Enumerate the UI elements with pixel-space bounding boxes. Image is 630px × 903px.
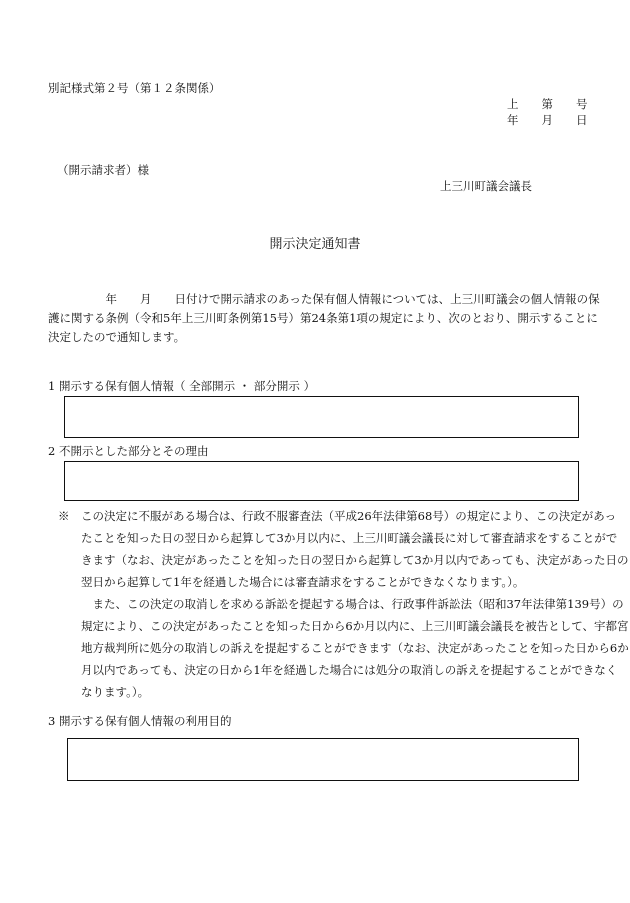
section-3-box[interactable]	[67, 738, 579, 781]
section-1-box[interactable]	[64, 396, 579, 438]
note-line: きます（なお、決定があったことを知った日の翌日から起算して3か月以内であっても、決定があった日の	[58, 553, 629, 567]
section-2-label: 2 不開示とした部分とその理由	[48, 444, 209, 458]
note-line: 規定により、この決定があったことを知った日から6か月以内に、上三川町議会議長を被告として、宇都宮	[58, 619, 629, 633]
form-number: 別記様式第２号（第１２条関係）	[48, 81, 221, 95]
section-1-label: 1 開示する保有個人情報（ 全部開示 ・ 部分開示 ）	[48, 379, 316, 393]
addressee: （開示請求者）様	[57, 163, 149, 177]
note-line: なります。）。	[58, 685, 150, 699]
document-date: 年 月 日	[507, 113, 588, 127]
note-line: 翌日から起算して1年を経過した場合には審査請求をすることができなくなります。）。	[58, 575, 525, 589]
body-line: 決定したので通知します。	[48, 330, 186, 344]
section-2-box[interactable]	[64, 461, 579, 501]
note-line: たことを知った日の翌日から起算して3か月以内に、上三川町議会議長に対して審査請求をすることがで	[58, 531, 618, 545]
body-line: 年 月 日付けで開示請求のあった保有個人情報については、上三川町議会の個人情報の保	[48, 292, 600, 306]
section-3-label: 3 開示する保有個人情報の利用目的	[48, 714, 232, 728]
body-line: 護に関する条例（令和5年上三川町条例第15号）第24条第1項の規定により、次のとおり、開示することに	[48, 311, 598, 325]
body-paragraph	[48, 290, 600, 347]
appeal-note	[58, 505, 629, 703]
note-line: 地方裁判所に処分の取消しの訴えを提起することができます（なお、決定があったことを知った日から6か	[58, 641, 629, 655]
note-line: 月以内であっても、決定の日から1年を経過した場合には処分の取消しの訴えを提起することができなく	[58, 663, 618, 677]
note-line: また、この決定の取消しを求める訴訟を提起する場合は、行政事件訴訟法（昭和37年法律第139号）の	[58, 597, 624, 611]
document-title: 開示決定通知書	[269, 237, 361, 252]
sender: 上三川町議会議長	[440, 179, 532, 193]
document-number: 上 第 号	[507, 97, 588, 111]
note-line: ※ この決定に不服がある場合は、行政不服審査法（平成26年法律第68号）の規定により、この決定があっ	[58, 509, 617, 523]
